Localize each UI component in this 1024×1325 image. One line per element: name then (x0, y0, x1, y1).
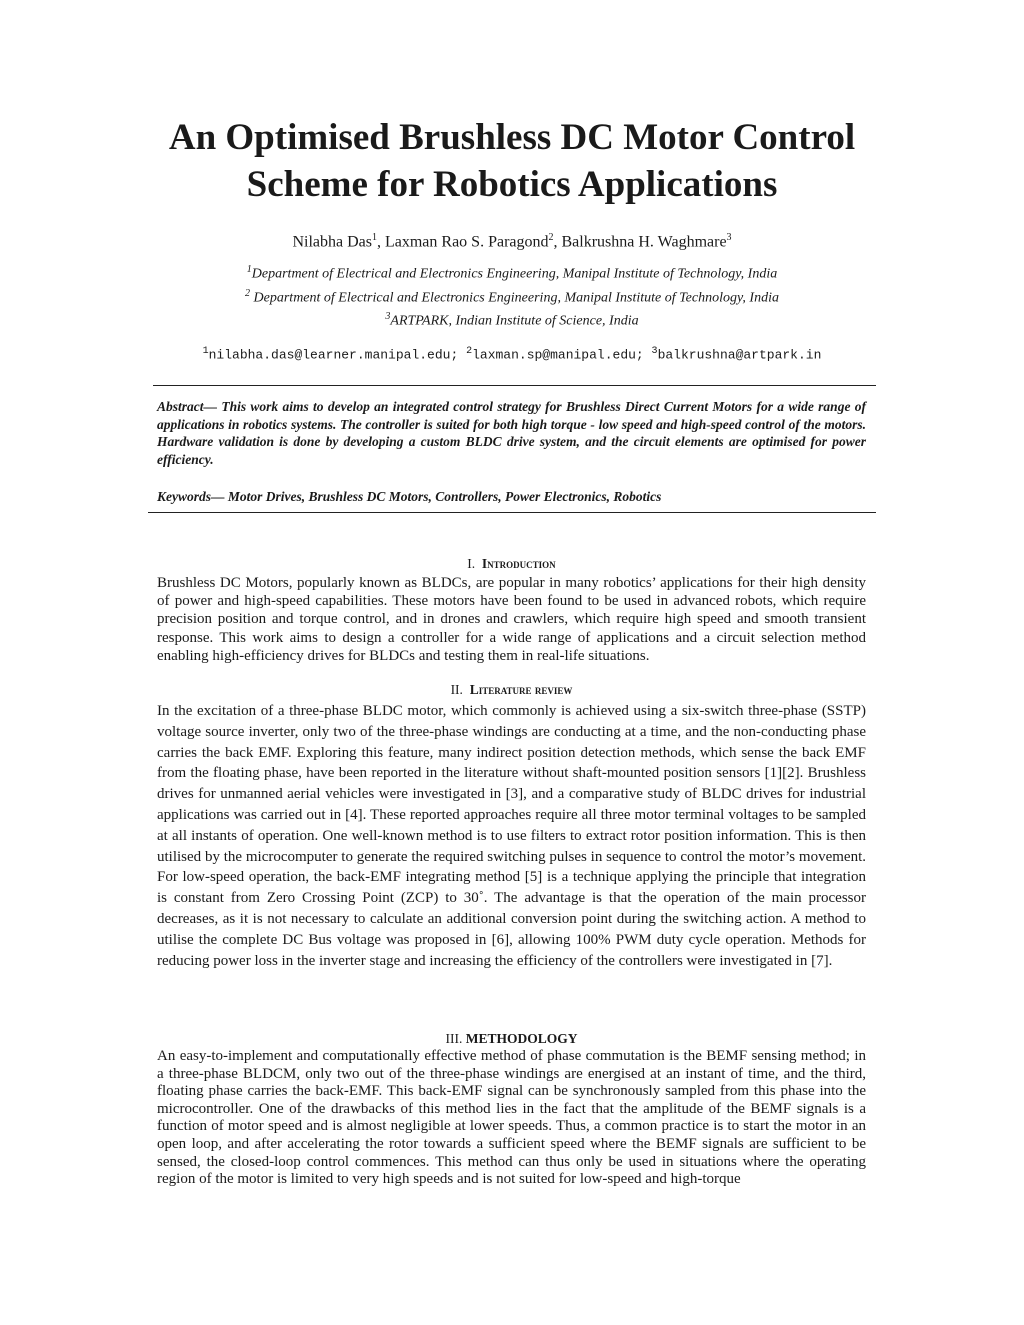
affiliation-sup: 3 (385, 311, 391, 322)
abstract: Abstract— This work aims to develop an integrated control strategy for Brushless Direct Current Motors for a wide range of applications in robotics systems. The controller is suited for both high torque - low speed and high-speed control of the motors. Hardware validation is done by developing a custom BLDC drive system, and the circuit elements are optimised for power efficiency. (157, 399, 866, 467)
title-line-2: Scheme for Robotics Applications (246, 164, 778, 205)
section-heading-introduction (157, 555, 866, 572)
author-name: Balkrushna H. Waghmare (561, 233, 727, 251)
section-heading-methodology (157, 1030, 866, 1047)
affiliation-2 (60, 285, 964, 308)
author-list: Nilabha Das$^1$, Laxman Rao S. Paragond$^2$, Balkrushna H. Waghmare$^3$ (292, 232, 732, 251)
section-title: METHODOLOGY (465, 1031, 578, 1046)
methodology-paragraph: An easy-to-implement and computationally effective method of phase commutation is the BEMF sensing method; in a three-phase BLDCM, only two out of the three-phase windings are energised at an instant of time, and the third, floating phase carries the back-EMF. This back-EMF signal can be synchronously sampled from this phase into the microcontroller. One of the drawbacks of this method lies in the fact that the amplitude of the BEMF signals is a function of motor speed and is almost negligible at lower speeds. Thus, a common practice is to start the motor in an open loop, and after accelerating the rotor towards a sufficient speed where the BEMF signals are sufficient to be sensed, the closed-loop control commences. This method can thus only be used in situations where the operating region of the motor is limited to very high speeds and is not suited for low-speed and high-torque (157, 1048, 866, 1188)
section-number: I. (467, 556, 476, 571)
email: balkrushna@artpark.in (657, 347, 822, 363)
abstract-bottom-rule (148, 512, 876, 513)
email-sup: 2 (466, 346, 473, 357)
affiliation-text: Department of Electrical and Electronics Engineering, Manipal Institute of Technology, India (251, 266, 778, 282)
title-line-1: An Optimised Brushless DC Motor Control (168, 117, 856, 158)
email: nilabha.das@learner.manipal.edu; (208, 347, 459, 363)
abstract-top-rule (153, 385, 876, 386)
section-number: II. (450, 682, 463, 697)
email-list (60, 343, 964, 364)
affiliation-sup: 2 (245, 288, 251, 299)
literature-review-paragraph: In the excitation of a three-phase BLDC motor, which commonly is achieved using a six-switch three-phase (SSTP) voltage source inverter, only two of the three-phase windings are conducting at a time, and the non-conducting phase carries the back EMF. Exploring this feature, many indirect position detection methods, which sense the back EMF from the floating phase, have been reported in the literature without shaft-mounted position sensors [1][2]. Brushless drives for unmanned aerial vehicles were investigated in [3], and a comparative study of BLDC drives for industrial applications was carried out in [4]. These reported approaches require all three motor terminal voltages to be sampled at all instants of operation. One well-known method is to use filters to extract rotor position information. This is then utilised by the microcomputer to generate the required switching pulses in sequence to control the motor’s movement. For low-speed operation, the back-EMF integrating method [5] is a technique applying the principle that integration is constant from Zero Crossing Point (ZCP) to 30˚. The advantage is that the operation of the main processor decreases, as it is not necessary to calculate an additional conversion point during the switching action. A method to utilise the complete DC Bus voltage was proposed in [6], allowing 100% PWM duty cycle operation. Methods for reducing power loss in the inverter stage and increasing the efficiency of the controllers were investigated in [7]. (157, 703, 866, 969)
section-heading-literature-review (157, 681, 866, 698)
email-sup: 1 (202, 346, 209, 357)
section-title: Literature review (469, 682, 573, 697)
email-sup: 3 (651, 346, 658, 357)
affiliation-sup: 1 (246, 264, 252, 275)
introduction-paragraph: Brushless DC Motors, popularly known as BLDCs, are popular in many robotics’ applications for their high density of power and high-speed capabilities. These motors have been found to be used in advanced robots, which require precision position and torque control, and in drones and crawlers, which require high speed and smooth transient response. This work aims to design a controller for a wide range of applications and a circuit selection method enabling high-efficiency drives for BLDCs and testing them in real-life situations. (157, 575, 866, 664)
paper-title (60, 114, 964, 208)
affiliation-3 (60, 308, 964, 331)
affiliation-text: Department of Electrical and Electronics Engineering, Manipal Institute of Technology, India (250, 290, 779, 306)
author-name: Laxman Rao S. Paragond (384, 233, 549, 251)
keywords: Keywords— Motor Drives, Brushless DC Motors, Controllers, Power Electronics, Robotics (157, 489, 662, 504)
section-number: III. (445, 1031, 463, 1046)
affiliation-1 (60, 261, 964, 284)
author-sup: 2 (548, 232, 554, 243)
affiliation-text: ARTPARK, Indian Institute of Science, India (390, 313, 639, 329)
author-sup: 3 (726, 232, 732, 243)
author-name: Nilabha Das (292, 233, 372, 251)
email: laxman.sp@manipal.edu; (472, 347, 644, 363)
section-title: Introduction (481, 556, 556, 571)
author-sup: 1 (371, 232, 377, 243)
